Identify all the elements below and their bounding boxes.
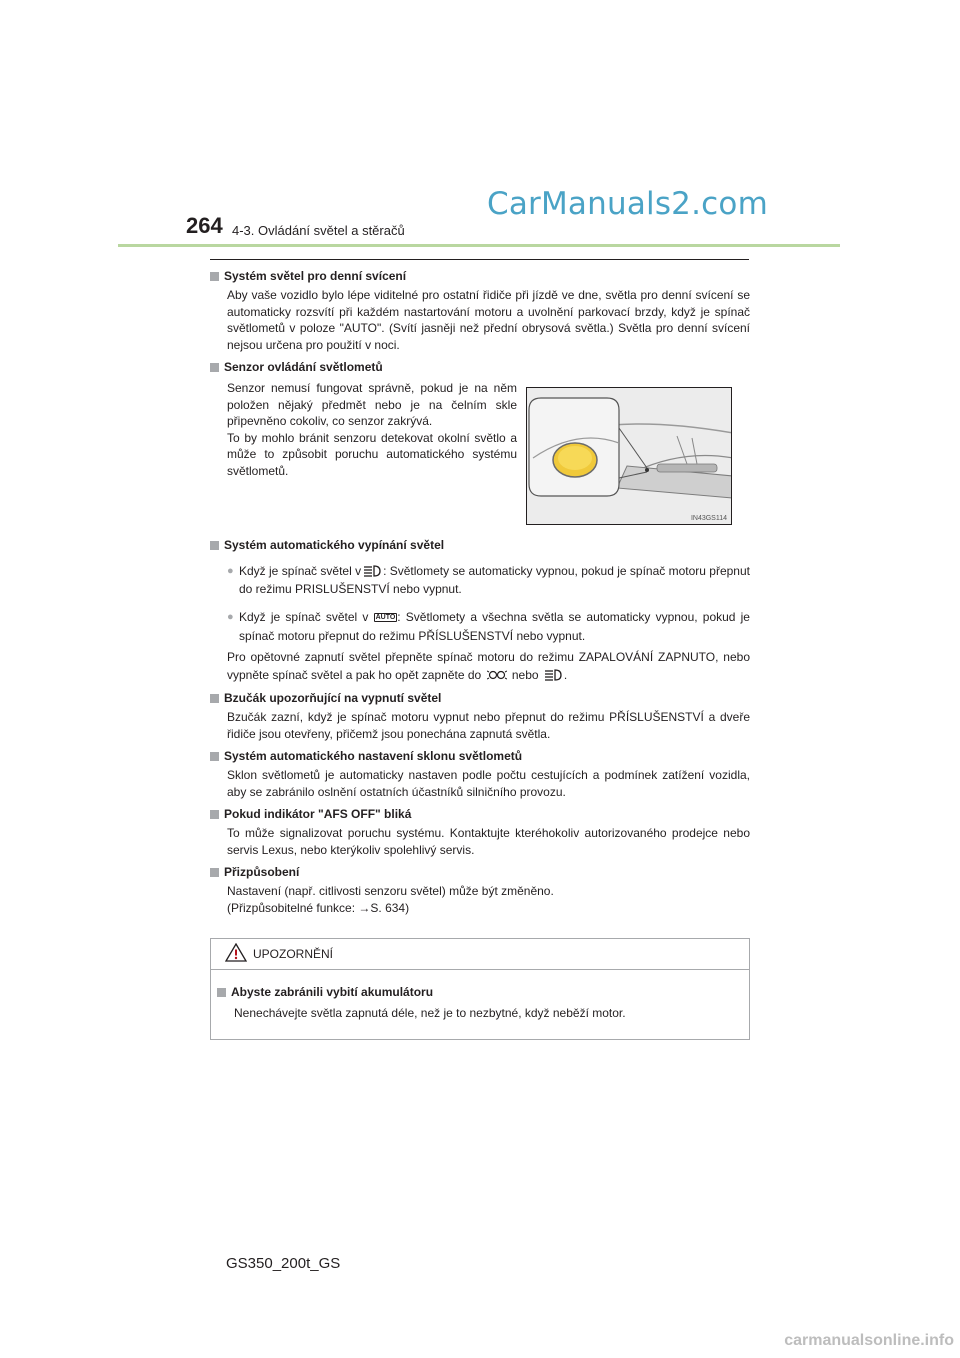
section-text: Aby vaše vozidlo bylo lépe viditelné pro ostatní řidiče při jízdě ve dne, světla pro denní svícení se automaticky rozsvítí při každém nastartování motoru a uvolnění parkovací brzdy, když je spínač světlometů v poloze "AUTO". (Svítí jasněji než přední obrysová světla.) Světla pro denní svícení nejsou určena pro použití v noci.	[227, 288, 750, 352]
section-customization	[210, 864, 750, 916]
caution-heading: Abyste zabránili vybití akumulátoru	[217, 984, 749, 1001]
caution-header	[211, 939, 749, 970]
footer-model-code: GS350_200t_GS	[226, 1255, 341, 1272]
caution-body	[211, 970, 749, 1022]
section-heading: Přizpůsobení	[210, 864, 750, 881]
header-rule	[118, 244, 840, 247]
watermark-logo: CarManuals2.com	[487, 186, 768, 222]
content-rule	[210, 259, 749, 260]
page-reference-link[interactable]: (Přizpůsobitelné funkce: →S. 634)	[227, 900, 410, 915]
square-bullet-icon	[210, 694, 219, 703]
section-leveling	[210, 748, 750, 800]
section-heading: Systém automatického nastavení sklonu světlometů	[210, 748, 750, 765]
section-afs	[210, 806, 750, 858]
section-text: Sklon světlometů je automaticky nastaven podle počtu cestujících a podmínek zatížení vozidla, aby se zabránilo oslnění ostatních účastníků silničního provozu.	[227, 768, 750, 799]
headlight-icon	[544, 669, 562, 681]
dot-bullet-icon: ●	[227, 611, 234, 623]
dot-bullet-icon: ●	[227, 565, 234, 577]
square-bullet-icon	[210, 810, 219, 819]
section-drl	[210, 268, 750, 353]
caution-text: Nenechávejte světla zapnutá déle, než je to nezbytné, když neběží motor.	[234, 1006, 626, 1020]
square-bullet-icon	[217, 988, 226, 997]
square-bullet-icon	[210, 363, 219, 372]
section-auto-off	[210, 537, 750, 684]
section-text: Pro opětovné zapnutí světel přepněte spínač motoru do režimu ZAPALOVÁNÍ ZAPNUTO, nebo vypněte spínač světel a pak ho opět zapněte do nebo .	[227, 650, 750, 682]
sensor-illustration	[526, 387, 732, 525]
section-heading: Systém automatického vypínání světel	[210, 537, 750, 554]
square-bullet-icon	[210, 272, 219, 281]
section-buzzer	[210, 690, 750, 742]
list-item: ● Když je spínač světel v AUTO : Světlomety a všechna světla se automaticky vypnou, pokud je spínač motoru přepnut do režimu PŘÍSLUŠENSTVÍ nebo vypnut.	[227, 610, 750, 643]
list-item: ● Když je spínač světel v : Světlomety se automaticky vypnou, pokud je spínač motoru přepnut do režimu PRISLUŠENSTVÍ nebo vypnut.	[227, 564, 750, 596]
caution-box	[210, 938, 750, 1040]
tail-light-icon	[487, 669, 507, 681]
section-heading: Pokud indikátor "AFS OFF" bliká	[210, 806, 750, 823]
page-content	[210, 268, 750, 916]
section-title: 4-3. Ovládání světel a stěračů	[232, 223, 405, 238]
section-text: Bzučák zazní, když je spínač motoru vypnut nebo přepnut do režimu PŘÍSLUŠENSTVÍ a dveře řidiče jsou otevřeny, přičemž jsou ponechána zapnutá světla.	[227, 710, 750, 741]
square-bullet-icon	[210, 541, 219, 550]
section-text: Nastavení (např. citlivosti senzoru světel) může být změněno.	[227, 884, 554, 898]
section-text: To může signalizovat poruchu systému. Kontaktujte kteréhokoliv autorizovaného prodejce nebo servis Lexus, nebo kterýkoliv spolehlivý servis.	[227, 826, 750, 857]
square-bullet-icon	[210, 752, 219, 761]
image-code: IN43GS114	[690, 515, 727, 522]
section-heading: Senzor ovládání světlometů	[210, 359, 750, 376]
caution-title: UPOZORNĚNÍ	[253, 947, 334, 961]
section-heading: Bzučák upozorňující na vypnutí světel	[210, 690, 750, 707]
watermark-bottom: carmanualsonline.info	[784, 1332, 954, 1349]
sensor-text: Senzor nemusí fungovat správně, pokud je na něm položen nějaký předmět nebo je na čelním skle připevněno cokoliv, co senzor zakrývá. To by mohlo bránit senzoru detekovat okolní světlo a může to způsobit poruchu automatického systému světlometů.	[227, 381, 517, 478]
auto-icon: AUTO	[375, 614, 396, 621]
section-heading: Systém světel pro denní svícení	[210, 268, 750, 285]
square-bullet-icon	[210, 868, 219, 877]
windshield-sensor-drawing	[527, 388, 732, 525]
page-number: 264	[186, 213, 223, 238]
warning-triangle-icon	[225, 943, 247, 965]
headlight-icon	[363, 565, 381, 577]
